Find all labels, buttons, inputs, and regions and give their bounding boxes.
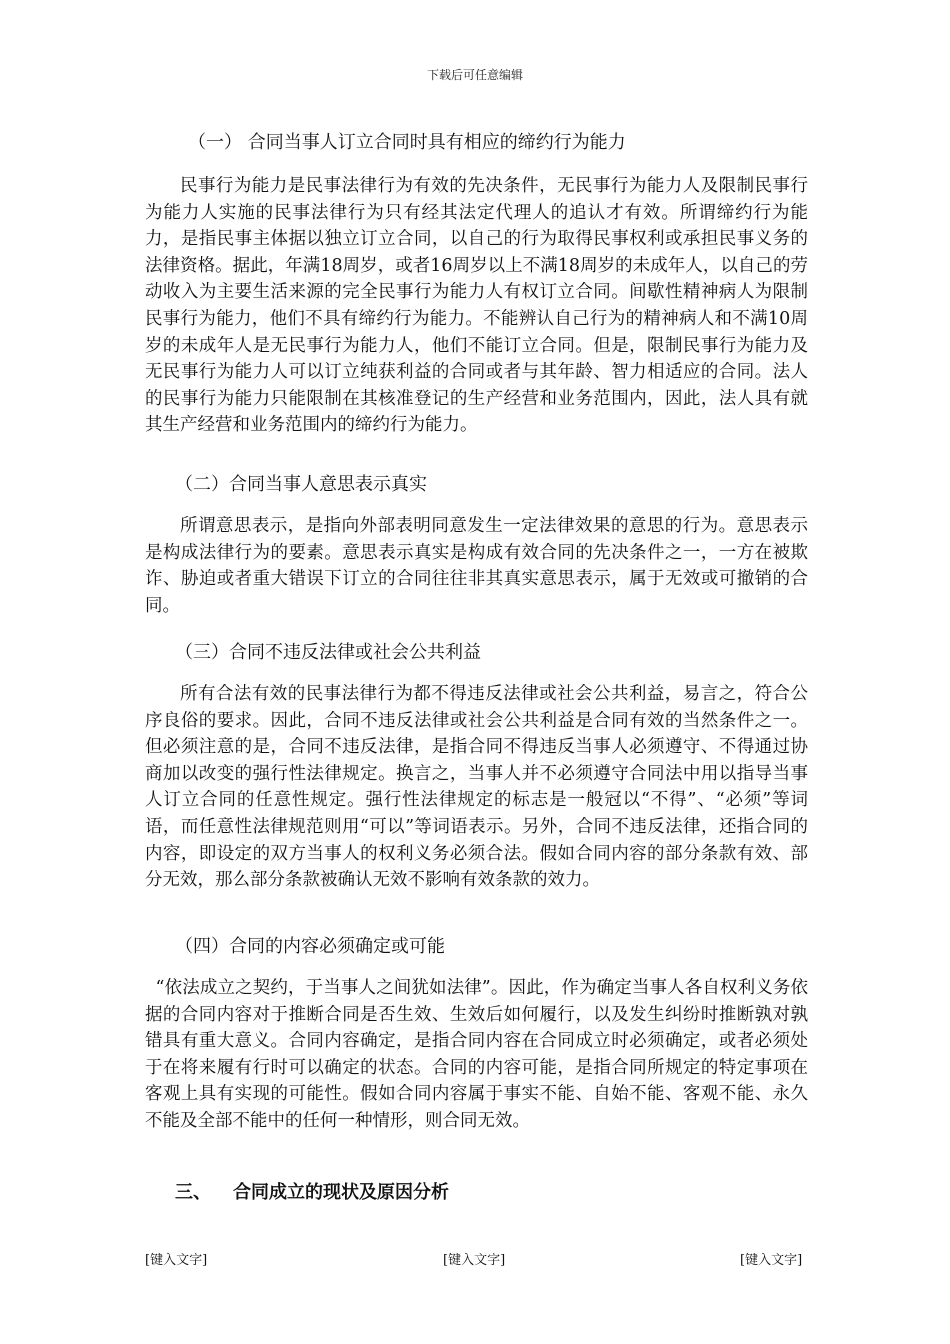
- footer-left: [键入文字]: [145, 1253, 208, 1268]
- footer-center: [键入文字]: [443, 1253, 506, 1268]
- subsection-heading-2: （二）合同当事人意思表示真实: [175, 474, 427, 495]
- section-title: 合同成立的现状及原因分析: [233, 1182, 449, 1203]
- paragraph-2: 所谓意思表示，是指向外部表明同意发生一定法律效果的意思的行为。意思表示是构成法律行为的要素。意思表示真实是构成有效合同的先决条件之一，一方在被欺诈、胁迫或者重大错误下订立的合同往往非其真实意思表示，属于无效或可撤销的合同。: [145, 516, 808, 616]
- paragraph-1: 民事行为能力是民事法律行为有效的先决条件，无民事行为能力人及限制民事行为能力人实施的民事法律行为只有经其法定代理人的追认才有效。所谓缔约行为能力，是指民事主体据以独立订立合同，以自己的行为取得民事权利或承担民事义务的法律资格。据此，年满18周岁，或者16周岁以上不满18周岁的未成年人，以自己的劳动收入为主要生活来源的完全民事行为能力人有权订立合同。间歇性精神病人为限制民事行为能力，他们不具有缔约行为能力。不能辨认自己行为的精神病人和不满10周岁的未成年人是无民事行为能力人，他们不能订立合同。但是，限制民事行为能力及无民事行为能力人可以订立纯获利益的合同或者与其年龄、智力相适应的合同。法人的民事行为能力只能限制在其核准登记的生产经营和业务范围内，因此，法人具有就其生产经营和业务范围内的缔约行为能力。: [145, 176, 808, 436]
- section-heading: [175, 1178, 449, 1204]
- page-header: 下载后可任意编辑: [426, 68, 523, 82]
- footer-right: [键入文字]: [740, 1253, 803, 1268]
- subsection-heading-1: （一） 合同当事人订立合同时具有相应的缔约行为能力: [188, 132, 626, 153]
- subsection-heading-3: （三）合同不违反法律或社会公共利益: [175, 642, 481, 663]
- paragraph-3: 所有合法有效的民事法律行为都不得违反法律或社会公共利益，易言之，符合公序良俗的要求。因此，合同不违反法律或社会公共利益是合同有效的当然条件之一。但必须注意的是，合同不违反法律，是指合同不得违反当事人必须遵守、不得通过协商加以改变的强行性法律规定。换言之，当事人并不必须遵守合同法中用以指导当事人订立合同的任意性规定。强行性法律规定的标志是一般冠以“不得”、“必须”等词语，而任意性法律规范则用“可以”等词语表示。另外，合同不违反法律，还指合同的内容，即设定的双方当事人的权利义务必须合法。假如合同内容的部分条款有效、部分无效，那么部分条款被确认无效不影响有效条款的效力。: [145, 684, 808, 891]
- paragraph-4: “依法成立之契约，于当事人之间犹如法律”。因此，作为确定当事人各自权利义务依据的合同内容对于推断合同是否生效、生效后如何履行，以及发生纠纷时推断孰对孰错具有重大意义。合同内容确定，是指合同内容在合同成立时必须确定，或者必须处于在将来履有行时可以确定的状态。合同的内容可能，是指合同所规定的特定事项在客观上具有实现的可能性。假如合同内容属于事实不能、自始不能、客观不能、永久不能及全部不能中的任何一种情形，则合同无效。: [145, 978, 808, 1131]
- section-number: 三、: [175, 1182, 211, 1203]
- subsection-heading-4: （四）合同的内容必须确定或可能: [175, 936, 445, 957]
